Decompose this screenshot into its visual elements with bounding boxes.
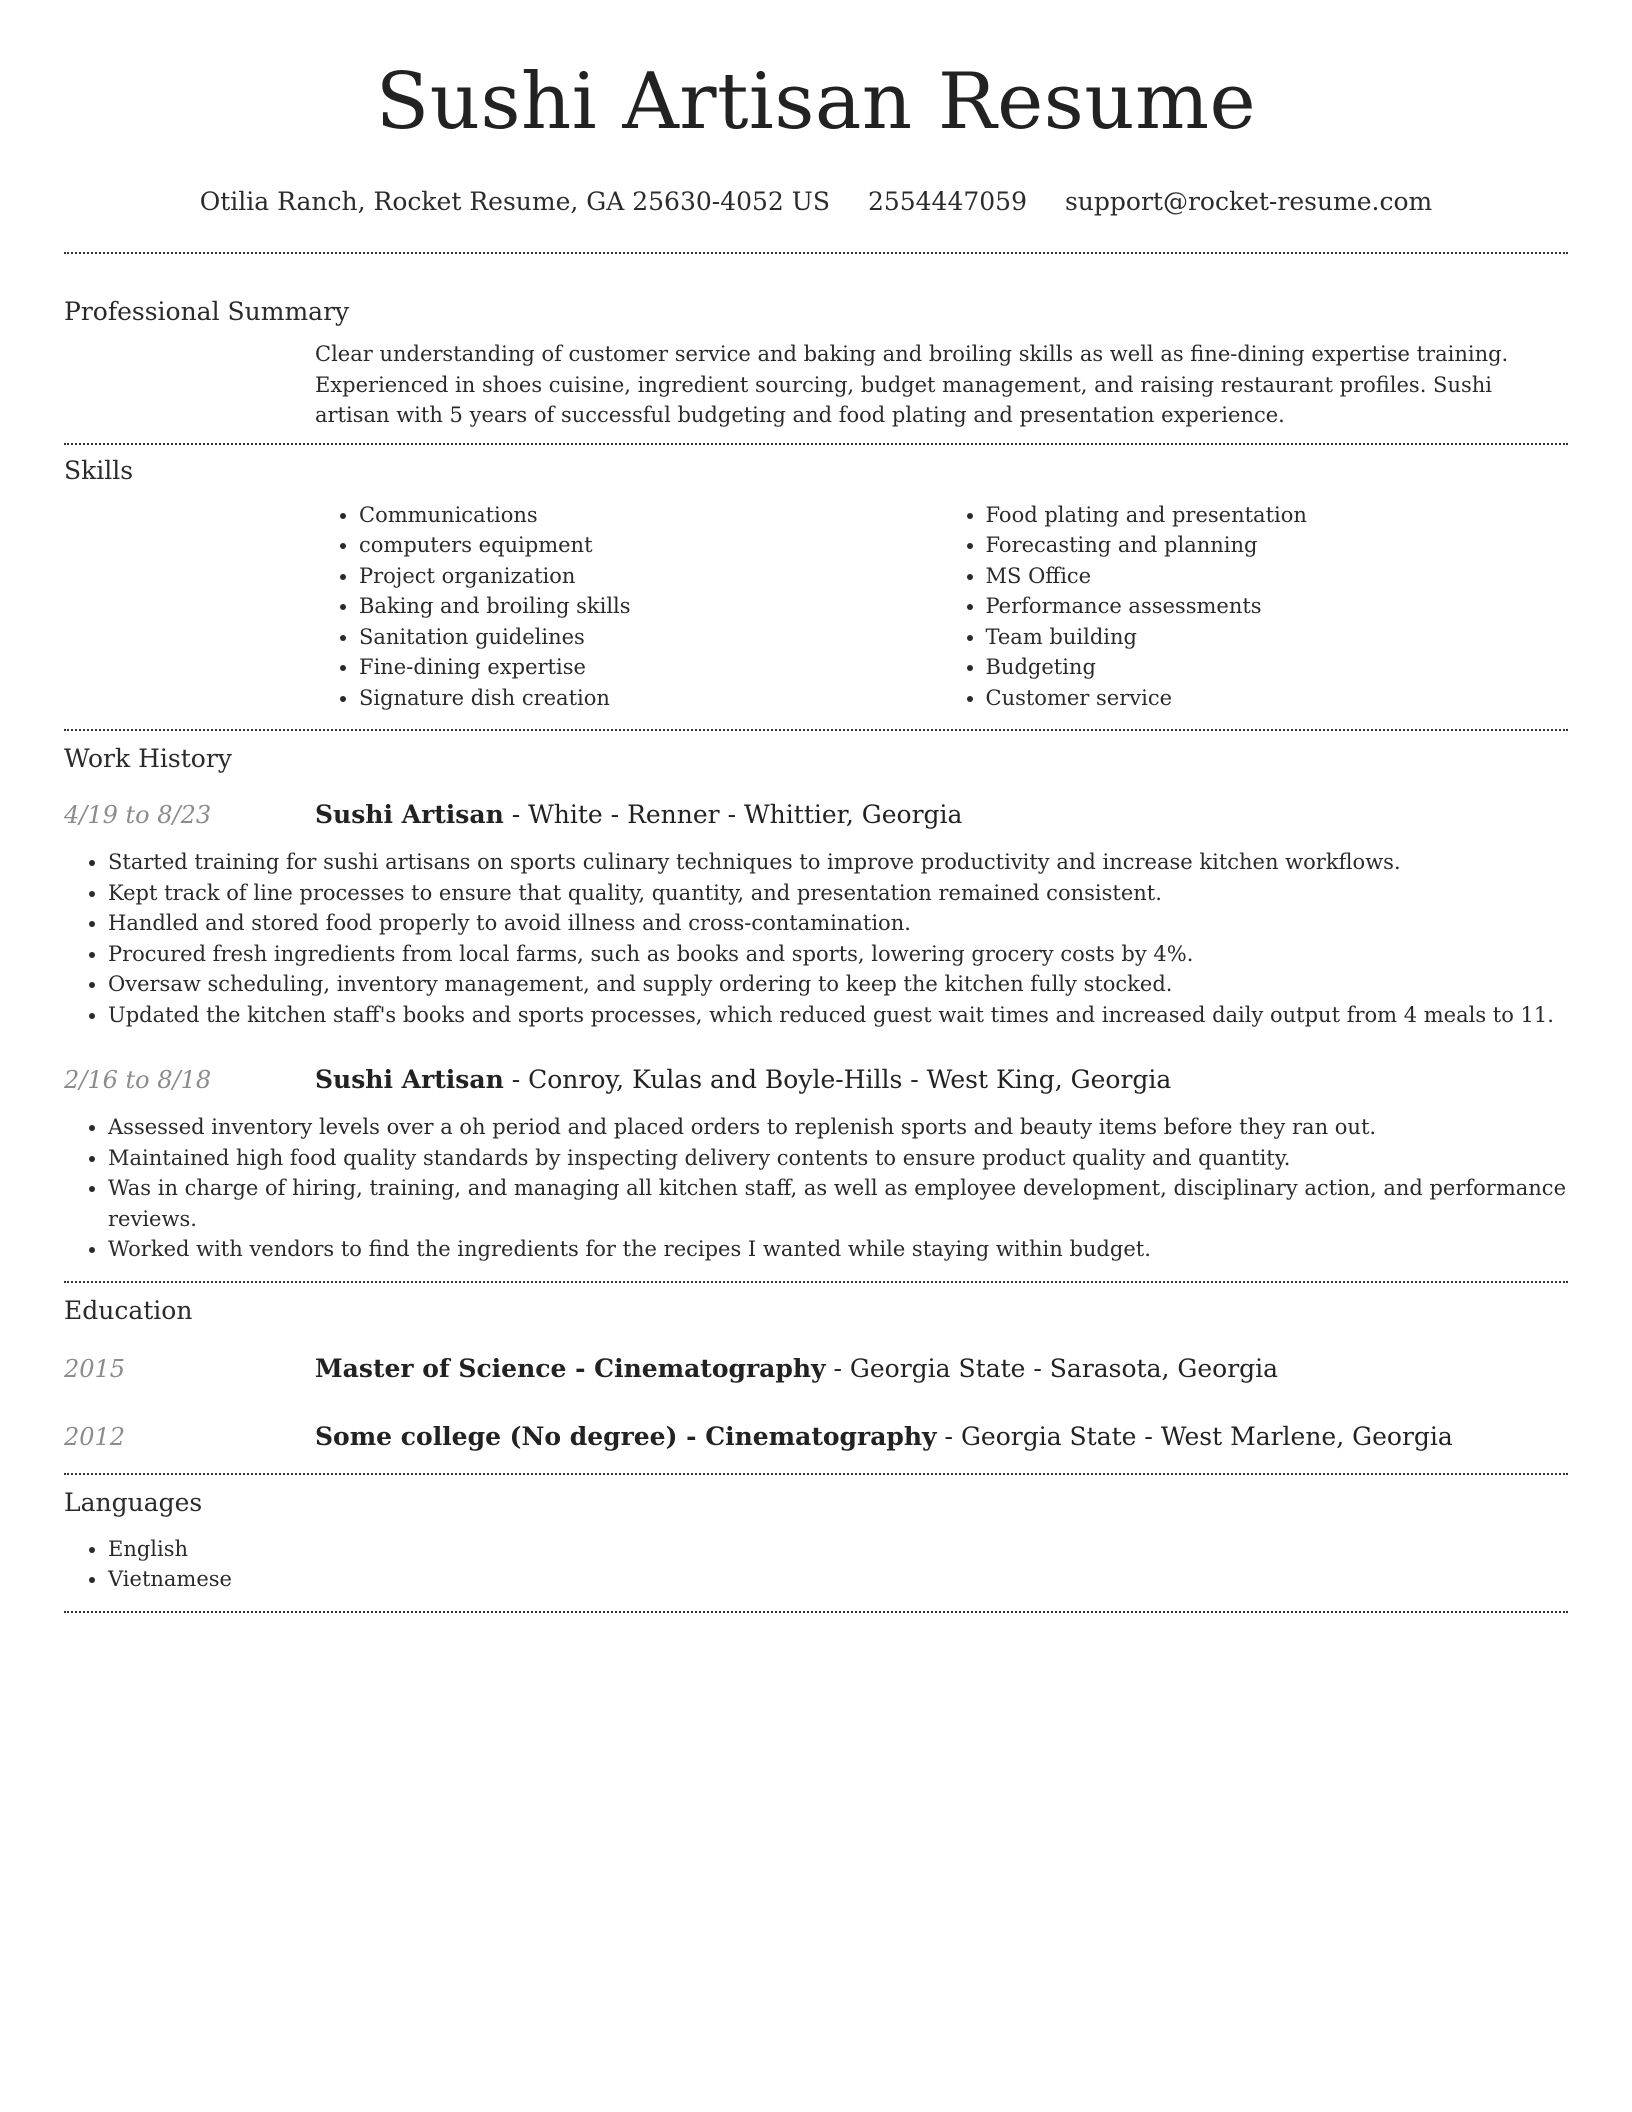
job-title: Sushi Artisan - White - Renner - Whittier, Georgia [315,800,963,829]
divider [64,252,1568,254]
skill-item: • Fine-dining expertise [359,652,942,683]
skill-item: • Customer service [986,683,1569,714]
address: Otilia Ranch, Rocket Resume, GA 25630-4052 US [199,187,830,216]
skill-item: • Sanitation guidelines [359,622,942,653]
skills-column-right [942,500,1569,714]
job-bullet: • Maintained high food quality standards by inspecting delivery contents to ensure product quality and quantity. [108,1143,1568,1174]
skill-item: • Signature dish creation [359,683,942,714]
education-title: Some college (No degree) - Cinematography - Georgia State - West Marlene, Georgia [315,1421,1453,1451]
resume-title: Sushi Artisan Resume [375,57,1257,147]
languages-list [64,1534,1568,1595]
skill-item: • Food plating and presentation [986,500,1569,531]
work-heading: Work History [64,744,232,773]
job-bullet: • Worked with vendors to find the ingredients for the recipes I wanted while staying within budget. [108,1234,1568,1265]
divider [64,729,1568,731]
job-bullet: • Assessed inventory levels over a oh period and placed orders to replenish sports and beauty items before they ran out. [108,1112,1568,1143]
job-entry [64,799,1568,831]
job-bullet: • Started training for sushi artisans on sports culinary techniques to improve productivity and increase kitchen workflows. [108,847,1568,878]
skill-item: • Communications [359,500,942,531]
skill-item: • Baking and broiling skills [359,591,942,622]
job-bullet: • Was in charge of hiring, training, and managing all kitchen staff, as well as employee development, disciplinary action, and performance reviews. [108,1173,1568,1234]
resume-page [64,0,1568,1613]
skill-item: • MS Office [986,561,1569,592]
job-bullets [64,847,1568,1030]
summary-text: Clear understanding of customer service and baking and broiling skills as well as fine-dining expertise training. Experienced in shoes cuisine, ingredient sourcing, budget management, and raising restaurant profiles. Sushi artisan with 5 years of successful budgeting and food plating and presentation experience. [315,342,1509,427]
job-bullet: • Procured fresh ingredients from local farms, such as books and sports, lowering grocery costs by 4%. [108,939,1568,970]
education-school: Georgia State - Sarasota, Georgia [849,1353,1279,1383]
skill-item: • Team building [986,622,1569,653]
job-bullet: • Oversaw scheduling, inventory management, and supply ordering to keep the kitchen fully stocked. [108,969,1568,1000]
summary-heading: Professional Summary [64,297,350,326]
job-company: White - Renner - Whittier, Georgia [528,800,963,829]
divider [64,1281,1568,1283]
skill-item: • Project organization [359,561,942,592]
skill-item: • Performance assessments [986,591,1569,622]
skills-column-left [315,500,942,714]
language-item: • English [108,1534,1568,1565]
languages-heading: Languages [64,1487,203,1517]
job-title: Sushi Artisan - Conroy, Kulas and Boyle-Hills - West King, Georgia [315,1065,1172,1094]
job-role: Sushi Artisan [315,1065,504,1094]
job-company: Conroy, Kulas and Boyle-Hills - West King, Georgia [528,1065,1172,1094]
job-bullets [64,1112,1568,1265]
education-entry [64,1421,1568,1453]
skill-item: • Forecasting and planning [986,530,1569,561]
education-year: 2015 [64,1354,126,1383]
contact-line [64,186,1568,218]
skill-item: • Budgeting [986,652,1569,683]
job-bullet: • Handled and stored food properly to avoid illness and cross-contamination. [108,908,1568,939]
job-role: Sushi Artisan [315,800,504,829]
divider [64,1473,1568,1475]
job-bullet: • Kept track of line processes to ensure that quality, quantity, and presentation remained consistent. [108,878,1568,909]
email: support@rocket-resume.com [1064,187,1433,216]
education-heading: Education [64,1295,193,1325]
job-dates: 2/16 to 8/18 [64,1066,212,1094]
education-entry [64,1353,1568,1385]
job-dates: 4/19 to 8/23 [64,801,212,829]
job-bullet: • Updated the kitchen staff's books and sports processes, which reduced guest wait times and increased daily output from 4 meals to 11. [108,1000,1568,1031]
skill-item: • computers equipment [359,530,942,561]
job-entry [64,1064,1568,1096]
education-year: 2012 [64,1422,126,1451]
divider [64,1611,1568,1613]
phone: 2554447059 [867,187,1027,216]
education-degree: Some college (No degree) - Cinematography [315,1421,937,1451]
skills-list [315,500,1568,714]
education-title: Master of Science - Cinematography - Georgia State - Sarasota, Georgia [315,1353,1279,1383]
education-school: Georgia State - West Marlene, Georgia [960,1421,1453,1451]
language-item: • Vietnamese [108,1564,1568,1595]
skills-heading: Skills [64,455,134,485]
divider [64,443,1568,445]
education-degree: Master of Science - Cinematography [315,1353,826,1383]
